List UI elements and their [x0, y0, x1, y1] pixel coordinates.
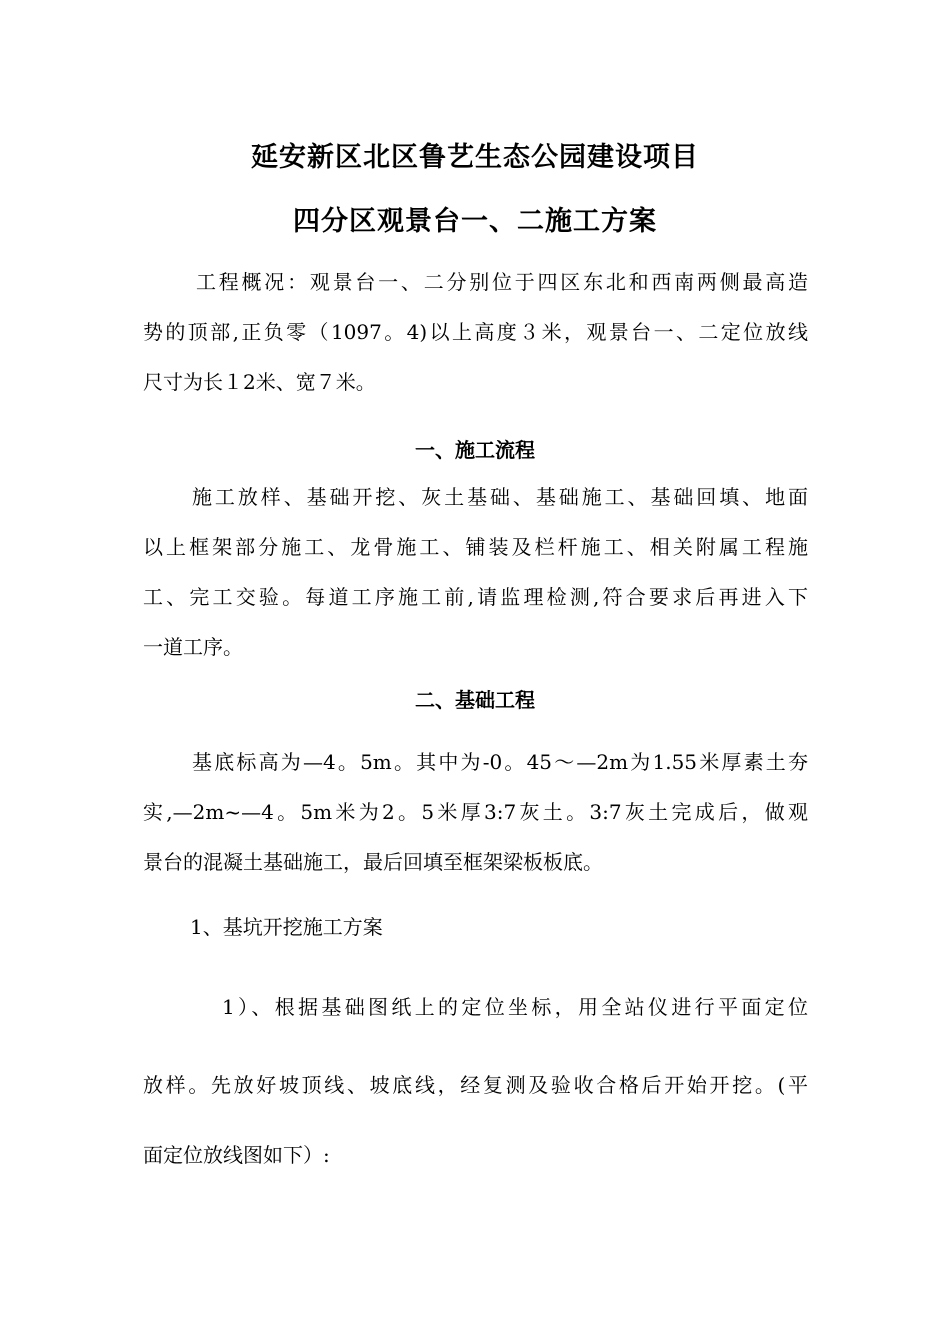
document-title: 延安新区北区鲁艺生态公园建设项目 — [251, 142, 699, 173]
overview-line-3: 尺寸为长１2米、宽７米。 — [143, 370, 376, 394]
process-line-2: 以上框架部分施工、龙骨施工、铺装及栏杆施工、相关附属工程施 — [143, 535, 808, 559]
overview-line-1: 工程概况：观景台一、二分别位于四区东北和西南两侧最高造 — [196, 270, 808, 294]
process-line-1: 施工放样、基础开挖、灰土基础、基础施工、基础回填、地面 — [192, 485, 808, 509]
section-heading-foundation: 二、基础工程 — [415, 688, 535, 712]
item-heading-excavation: 1、基坑开挖施工方案 — [190, 915, 383, 939]
foundation-line-1: 基底标高为—4。5m。其中为-0。45～—2m为1.55米厚素土夯 — [192, 750, 808, 774]
excavation-line-2: 放样。先放好坡顶线、坡底线，经复测及验收合格后开始开挖。(平 — [143, 1073, 808, 1097]
foundation-line-3: 景台的混凝土基础施工，最后回填至框架梁板板底。 — [143, 850, 603, 874]
excavation-line-3: 面定位放线图如下）: — [143, 1143, 330, 1167]
foundation-line-2: 实,—2m~—4。5m米为2。5米厚3:7灰土。3:7灰土完成后，做观 — [143, 800, 808, 824]
overview-line-2: 势的顶部,正负零（1097。4)以上高度３米，观景台一、二定位放线 — [143, 320, 808, 344]
process-line-3: 工、完工交验。每道工序施工前,请监理检测,符合要求后再进入下 — [143, 585, 808, 609]
process-line-4: 一道工序。 — [143, 635, 243, 659]
document-subtitle: 四分区观景台一、二施工方案 — [293, 206, 657, 237]
excavation-line-1: 1）、根据基础图纸上的定位坐标，用全站仪进行平面定位 — [222, 995, 808, 1019]
section-heading-process: 一、施工流程 — [415, 438, 535, 462]
